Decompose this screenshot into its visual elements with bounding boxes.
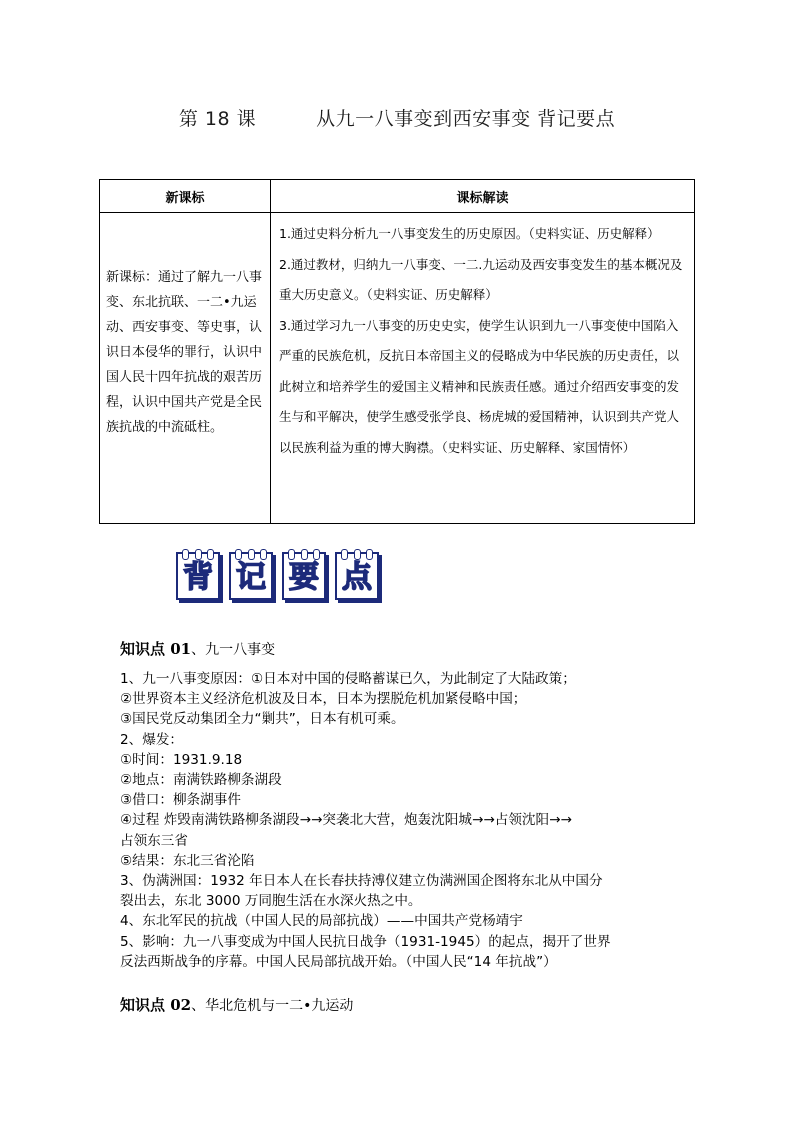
text-line: 占领东三省: [120, 832, 188, 849]
banner-tile: [282, 552, 326, 600]
lesson-number: 第 18 课: [178, 108, 257, 130]
banner-char: 要: [289, 560, 319, 595]
knowledge-point-name-2: 、华北危机与一二•九运动: [191, 998, 354, 1014]
text-line: ②世界资本主义经济危机波及日本，日本为摆脱危机加紧侵略中国；: [120, 691, 527, 708]
knowledge-section: [120, 638, 700, 972]
text-line: ②地点：南满铁路柳条湖段: [120, 772, 282, 789]
header-standard-interpretation: 课标解读: [271, 180, 695, 213]
knowledge-point-name: 、九一八事变: [191, 642, 276, 658]
banner-char: 记: [236, 560, 266, 595]
banner-tile: [335, 552, 379, 600]
text-line: ③借口：柳条湖事件: [120, 792, 241, 809]
text-line: 裂出去，东北 3000 万同胞生活在水深火热之中。: [120, 893, 422, 910]
text-line: 反法西斯战争的序幕。中国人民局部抗战开始。（中国人民“14 年抗战”）: [120, 953, 557, 970]
interpretation-item-1: 1.通过史料分析九一八事变发生的历史原因。（史料实证、历史解释）: [279, 226, 660, 241]
standard-interpretation-cell: [271, 213, 695, 524]
knowledge-point-number-2: 知识点 02: [120, 996, 192, 1014]
text-line: 4、东北军民的抗战（中国人民的局部抗战）——中国共产党杨靖宇: [120, 913, 523, 930]
text-line: 3、伪满洲国：1932 年日本人在长春扶持溥仪建立伪满洲国企图将东北从中国分: [120, 873, 603, 890]
knowledge-point-heading-2: [120, 994, 353, 1015]
memorize-points-banner: [176, 552, 379, 600]
interpretation-item-2: 2.通过教材，归纳九一八事变、一二.九运动及西安事变发生的基本概况及重大历史意义。（史料实证、历史解释）: [279, 256, 683, 302]
text-line: ①时间：1931.9.18: [120, 751, 243, 768]
text-line: 5、影响：九一八事变成为中国人民抗日战争（1931-1945）的起点，揭开了世界: [120, 933, 611, 950]
curriculum-standard-table: [99, 179, 695, 524]
header-new-standard: 新课标: [100, 180, 271, 213]
knowledge-point-number: 知识点 01: [120, 640, 192, 658]
text-line: 1、九一八事变原因：①日本对中国的侵略蓄谋已久，为此制定了大陆政策；: [120, 671, 576, 687]
banner-tile: [229, 552, 273, 600]
knowledge-point-heading: [120, 638, 700, 661]
interpretation-item-3: 3.通过学习九一八事变的历史史实，使学生认识到九一八事变使中国陷入严重的民族危机，反抗日本帝国主义的侵略成为中华民族的历史责任，以此树立和培养学生的爱国主义精神和民族责任感。通过介绍西安事变的发生与和平解决，使学生感受张学良、杨虎城的爱国精神，认识到共产党人以民族利益为重的博大胸襟。（史料实证、历史解释、家国情怀）: [279, 317, 680, 455]
banner-char: 点: [342, 560, 372, 595]
lesson-topic: 从九一八事变到西安事变 背记要点: [316, 108, 616, 130]
page-title: [0, 104, 794, 131]
knowledge-point-body: [120, 669, 700, 972]
new-standard-text: 新课标：通过了解九一八事变、东北抗联、一二•九运动、西安事变、等史事，认识日本侵华的罪行，认识中国人民十四年抗战的艰苦历程，认识中国共产党是全民族抗战的中流砥柱。: [100, 213, 271, 524]
banner-tile: [176, 552, 220, 600]
banner-char: 背: [183, 560, 213, 595]
text-line: ③国民党反动集团全力“剿共”，日本有机可乘。: [120, 711, 405, 728]
text-line: 2、爆发：: [120, 731, 184, 748]
text-line: ④过程 炸毁南满铁路柳条湖段→→突袭北大营，炮轰沈阳城→→占领沈阳→→: [120, 812, 572, 829]
text-line: ⑤结果：东北三省沦陷: [120, 852, 255, 869]
